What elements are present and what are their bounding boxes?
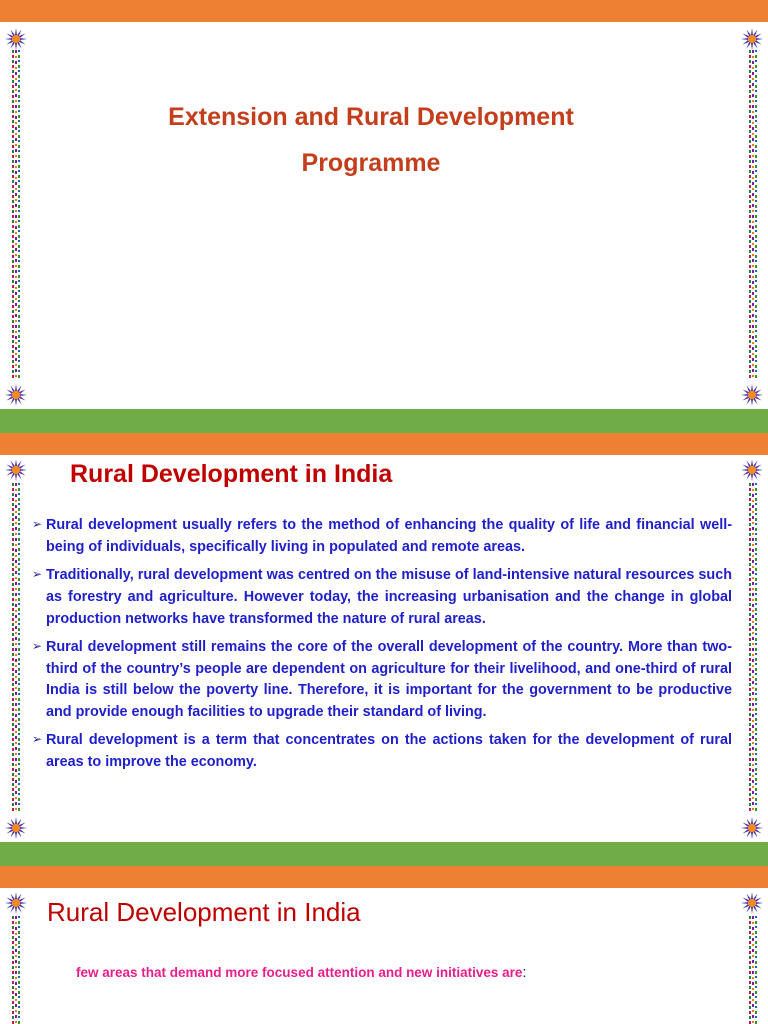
- flower-ornament-icon: [740, 458, 764, 482]
- left-decorative-border: [11, 483, 19, 813]
- bullet-list: [32, 515, 732, 780]
- bottom-green-bar: [0, 409, 768, 433]
- slide-title-line-2: Programme: [301, 149, 441, 177]
- flower-ornament-icon: [740, 816, 764, 840]
- slide-2: [0, 433, 768, 866]
- flower-ornament-icon: [4, 458, 28, 482]
- list-item: ➢ Rural development still remains the core of the overall development of the country. More than two-third of the country’s people are dependent on agriculture for their livelihood, and one-third of rural India is still below the poverty line. Therefore, it is important for the government to be productive and provide enough facilities to upgrade their standard of living.: [32, 637, 732, 724]
- right-decorative-border: [748, 483, 756, 813]
- top-orange-bar: [0, 433, 768, 455]
- arrow-bullet-icon: ➢: [32, 732, 43, 747]
- list-item: ➢ Traditionally, rural development was centred on the misuse of land-intensive natural resources such as forestry and agriculture. However today, the increasing urbanisation and the change in global production networks have transformed the nature of rural areas.: [32, 565, 732, 630]
- slide-title: Rural Development in India: [47, 897, 361, 927]
- flower-ornament-icon: [740, 27, 764, 51]
- flower-ornament-icon: [740, 891, 764, 915]
- slide-title: Rural Development in India: [70, 460, 393, 488]
- slide-1: [0, 0, 768, 433]
- right-decorative-border: [748, 50, 756, 380]
- arrow-bullet-icon: ➢: [32, 566, 43, 581]
- bottom-green-bar: [0, 842, 768, 866]
- arrow-bullet-icon: ➢: [32, 517, 43, 531]
- right-decorative-border: [748, 916, 756, 1024]
- top-orange-bar: [0, 866, 768, 888]
- flower-ornament-icon: [4, 891, 28, 915]
- top-orange-bar: [0, 0, 768, 22]
- flower-ornament-icon: [4, 383, 28, 407]
- slide-title-line-1: Extension and Rural Development: [168, 103, 574, 131]
- list-item: ➢ Rural development is a term that concentrates on the actions taken for the development of rural areas to improve the economy.: [32, 730, 732, 774]
- slide-3: [0, 866, 768, 1024]
- flower-ornament-icon: [4, 27, 28, 51]
- flower-ornament-icon: [740, 383, 764, 407]
- left-decorative-border: [11, 916, 19, 1024]
- arrow-bullet-icon: ➢: [32, 638, 43, 653]
- intro-text: few areas that demand more focused attention and new initiatives are:: [76, 964, 527, 981]
- list-item: ➢ Rural development usually refers to the method of enhancing the quality of life and financial well-being of individuals, specifically living in populated and remote areas.: [32, 515, 732, 559]
- flower-ornament-icon: [4, 816, 28, 840]
